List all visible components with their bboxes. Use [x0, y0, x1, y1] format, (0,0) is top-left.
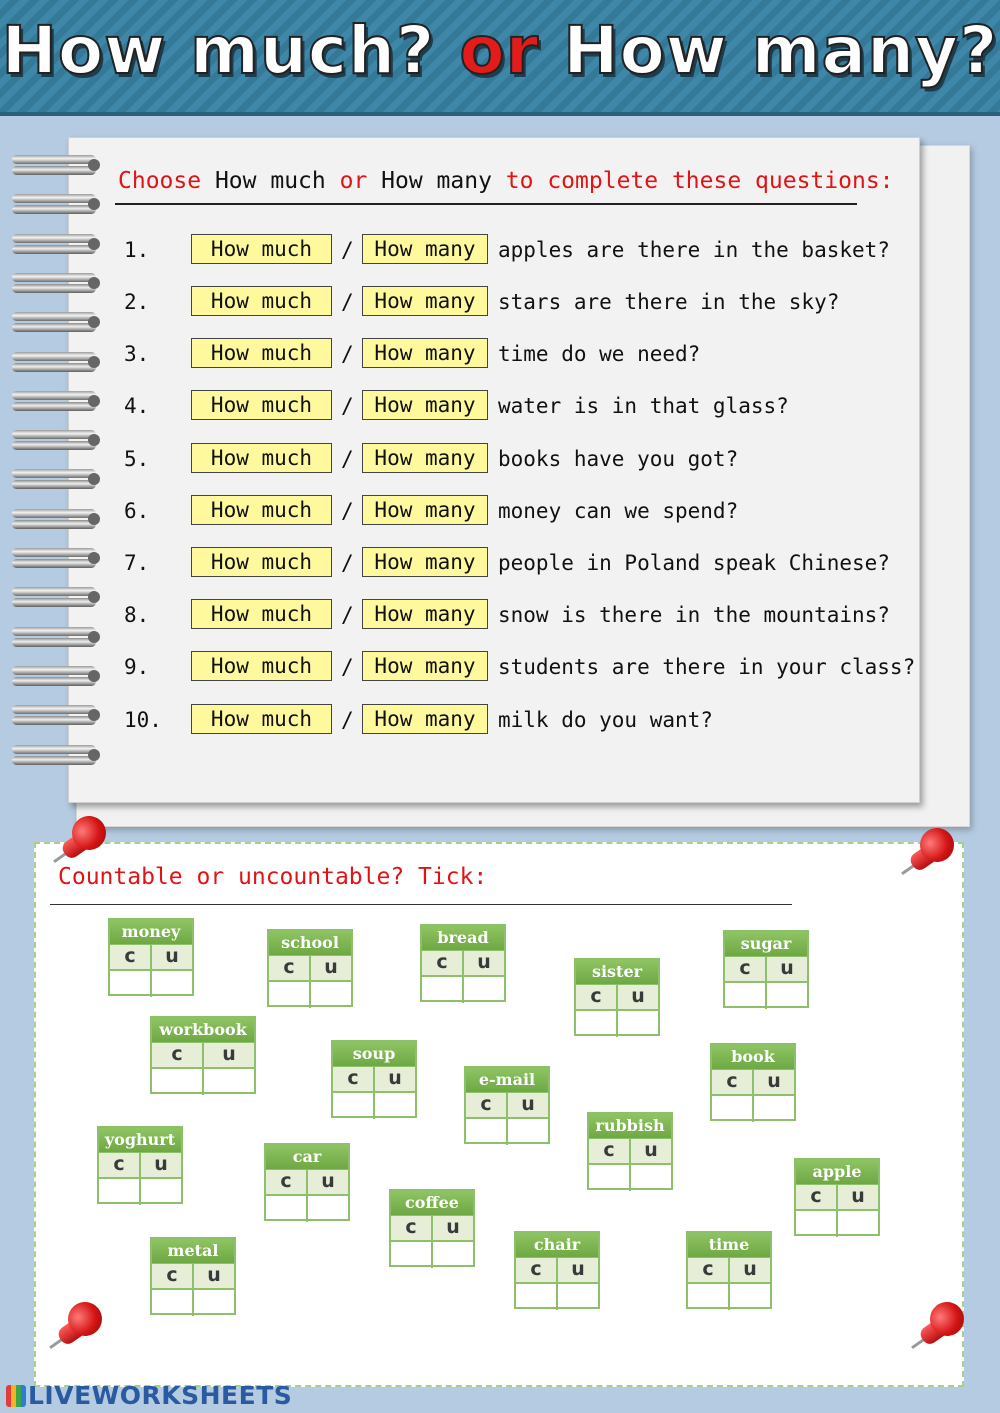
option-how-much-button[interactable]: How much	[191, 443, 332, 473]
uncountable-label: u	[477, 951, 491, 973]
spiral-ring	[10, 469, 100, 489]
question-number: 8.	[124, 603, 150, 627]
word-label: money	[110, 920, 192, 944]
instruction-how-many: How many	[381, 168, 492, 194]
question-text: apples are there in the basket?	[498, 238, 890, 262]
uncountable-tick-cell[interactable]	[767, 983, 807, 1009]
countable-label: c	[516, 1258, 558, 1282]
word-label: e-mail	[466, 1068, 548, 1092]
option-how-much-button[interactable]: How much	[191, 495, 332, 525]
countable-tick-cell[interactable]	[516, 1284, 558, 1310]
instruction-how-much: How much	[214, 168, 326, 194]
uncountable-label: u	[222, 1043, 236, 1065]
option-how-much-button[interactable]: How much	[191, 704, 332, 734]
option-how-many-button[interactable]: How many	[362, 651, 488, 681]
countable-tick-cell[interactable]	[266, 1196, 308, 1222]
spiral-ring	[10, 587, 100, 607]
countable-label: c	[796, 1185, 838, 1209]
word-box	[686, 1231, 772, 1309]
page-title	[0, 12, 1000, 89]
uncountable-label: u	[571, 1258, 585, 1280]
uncountable-tick-cell[interactable]	[730, 1284, 770, 1310]
countable-label: c	[99, 1153, 141, 1177]
uncountable-label: u	[324, 956, 338, 978]
countable-label: c	[152, 1043, 204, 1067]
countable-label: c	[110, 945, 152, 969]
option-separator: /	[341, 342, 354, 366]
exercise2-divider	[50, 904, 792, 905]
countable-label: c	[391, 1216, 433, 1240]
option-how-much-button[interactable]: How much	[191, 651, 332, 681]
question-number: 10.	[124, 708, 162, 732]
countable-tick-cell[interactable]	[152, 1069, 204, 1095]
uncountable-label: u	[743, 1258, 757, 1280]
countable-tick-cell[interactable]	[391, 1242, 433, 1268]
spiral-ring	[10, 273, 100, 293]
title-or: or	[459, 12, 540, 89]
uncountable-label: u	[207, 1264, 221, 1286]
countable-label: c	[712, 1070, 754, 1094]
countable-tick-cell[interactable]	[110, 971, 152, 997]
option-separator: /	[341, 290, 354, 314]
uncountable-label: u	[154, 1153, 168, 1175]
word-label: yoghurt	[99, 1128, 181, 1152]
countable-tick-cell[interactable]	[796, 1211, 838, 1237]
question-number: 4.	[124, 394, 150, 418]
question-row	[124, 338, 884, 370]
question-number: 3.	[124, 342, 150, 366]
exercise1-instruction	[118, 168, 894, 194]
countable-tick-cell[interactable]	[576, 1011, 618, 1037]
countable-tick-cell[interactable]	[152, 1290, 194, 1316]
word-label: chair	[516, 1233, 598, 1257]
question-text: stars are there in the sky?	[498, 290, 840, 314]
uncountable-label: u	[521, 1093, 535, 1115]
question-row	[124, 390, 884, 422]
word-box	[264, 1143, 350, 1221]
liveworksheets-logo	[6, 1381, 292, 1409]
question-text: people in Poland speak Chinese?	[498, 551, 890, 575]
countable-label: c	[266, 1170, 308, 1194]
question-number: 2.	[124, 290, 150, 314]
word-box	[514, 1231, 600, 1309]
word-box	[389, 1189, 475, 1267]
uncountable-tick-cell[interactable]	[618, 1011, 658, 1037]
spiral-ring	[10, 430, 100, 450]
word-label: sister	[576, 960, 658, 984]
countable-label: c	[269, 956, 311, 980]
option-how-many-button[interactable]: How many	[362, 390, 488, 420]
word-box	[464, 1066, 550, 1144]
word-label: bread	[422, 926, 504, 950]
pushpin-icon	[912, 1300, 982, 1370]
countable-tick-cell[interactable]	[688, 1284, 730, 1310]
question-text: money can we spend?	[498, 499, 739, 523]
option-how-much-button[interactable]: How much	[191, 390, 332, 420]
countable-label: c	[576, 985, 618, 1009]
countable-label: c	[466, 1093, 508, 1117]
uncountable-tick-cell[interactable]	[754, 1096, 794, 1122]
question-text: water is in that glass?	[498, 394, 789, 418]
question-row	[124, 547, 890, 579]
option-how-many-button[interactable]: How many	[362, 495, 488, 525]
word-label: soup	[333, 1042, 415, 1066]
uncountable-tick-cell[interactable]	[311, 982, 351, 1008]
word-box	[794, 1158, 880, 1236]
uncountable-tick-cell[interactable]	[433, 1242, 473, 1268]
countable-tick-cell[interactable]	[99, 1179, 141, 1205]
uncountable-tick-cell[interactable]	[631, 1165, 671, 1191]
word-label: workbook	[152, 1018, 254, 1042]
uncountable-tick-cell[interactable]	[204, 1069, 254, 1095]
option-how-many-button[interactable]: How many	[362, 704, 488, 734]
question-number: 1.	[124, 238, 150, 262]
question-row	[124, 495, 884, 527]
uncountable-tick-cell[interactable]	[152, 971, 192, 997]
question-row	[124, 704, 884, 736]
word-box	[97, 1126, 183, 1204]
option-separator: /	[341, 447, 354, 471]
question-text: books have you got?	[498, 447, 739, 471]
question-row	[124, 651, 916, 683]
word-box	[267, 929, 353, 1007]
question-text: time do we need?	[498, 342, 701, 366]
option-how-many-button[interactable]: How many	[362, 234, 488, 264]
spiral-ring	[10, 666, 100, 686]
option-separator: /	[341, 655, 354, 679]
uncountable-tick-cell[interactable]	[308, 1196, 348, 1222]
countable-tick-cell[interactable]	[725, 983, 767, 1009]
uncountable-tick-cell[interactable]	[838, 1211, 878, 1237]
countable-label: c	[152, 1264, 194, 1288]
uncountable-label: u	[165, 945, 179, 967]
countable-label: c	[688, 1258, 730, 1282]
word-box	[587, 1112, 673, 1190]
pushpin-icon	[902, 826, 972, 896]
uncountable-label: u	[631, 985, 645, 1007]
countable-tick-cell[interactable]	[466, 1119, 508, 1145]
option-how-many-button[interactable]: How many	[362, 338, 488, 368]
uncountable-tick-cell[interactable]	[141, 1179, 181, 1205]
exercise2-title: Countable or uncountable? Tick:	[58, 864, 488, 890]
spiral-ring	[10, 155, 100, 175]
spiral-ring	[10, 391, 100, 411]
word-label: car	[266, 1145, 348, 1169]
question-number: 7.	[124, 551, 150, 575]
instruction-rest: to complete these questions:	[505, 168, 894, 194]
question-text: milk do you want?	[498, 708, 713, 732]
word-box	[150, 1237, 236, 1315]
uncountable-label: u	[767, 1070, 781, 1092]
countable-tick-cell[interactable]	[269, 982, 311, 1008]
spiral-ring	[10, 705, 100, 725]
word-box	[420, 924, 506, 1002]
option-how-many-button[interactable]: How many	[362, 599, 488, 629]
countable-tick-cell[interactable]	[422, 977, 464, 1003]
option-how-much-button[interactable]: How much	[191, 547, 332, 577]
option-how-much-button[interactable]: How much	[191, 234, 332, 264]
option-how-much-button[interactable]: How much	[191, 286, 332, 316]
uncountable-tick-cell[interactable]	[508, 1119, 548, 1145]
instruction-or: or	[339, 168, 368, 194]
countable-tick-cell[interactable]	[589, 1165, 631, 1191]
question-number: 9.	[124, 655, 150, 679]
uncountable-tick-cell[interactable]	[558, 1284, 598, 1310]
spiral-ring	[10, 627, 100, 647]
option-separator: /	[341, 238, 354, 262]
uncountable-label: u	[644, 1139, 658, 1161]
question-number: 5.	[124, 447, 150, 471]
option-how-many-button[interactable]: How many	[362, 286, 488, 316]
uncountable-tick-cell[interactable]	[464, 977, 504, 1003]
option-separator: /	[341, 708, 354, 732]
word-box	[150, 1016, 256, 1094]
question-text: snow is there in the mountains?	[498, 603, 890, 627]
word-label: apple	[796, 1160, 878, 1184]
countable-label: c	[333, 1067, 375, 1091]
question-row	[124, 599, 890, 631]
spiral-ring	[10, 548, 100, 568]
option-separator: /	[341, 551, 354, 575]
spiral-ring	[10, 312, 100, 332]
word-label: book	[712, 1045, 794, 1069]
uncountable-label: u	[780, 957, 794, 979]
word-box	[331, 1040, 417, 1118]
word-label: sugar	[725, 932, 807, 956]
title-how-much: How much?	[1, 12, 436, 89]
uncountable-label: u	[321, 1170, 335, 1192]
countable-tick-cell[interactable]	[712, 1096, 754, 1122]
uncountable-tick-cell[interactable]	[194, 1290, 234, 1316]
question-number: 6.	[124, 499, 150, 523]
uncountable-label: u	[388, 1067, 402, 1089]
spiral-ring	[10, 745, 100, 765]
option-how-many-button[interactable]: How many	[362, 443, 488, 473]
countable-label: c	[725, 957, 767, 981]
option-how-much-button[interactable]: How much	[191, 338, 332, 368]
word-label: time	[688, 1233, 770, 1257]
word-box	[108, 918, 194, 996]
spiral-ring	[10, 234, 100, 254]
spiral-binding	[10, 155, 102, 775]
pushpin-icon	[50, 1300, 120, 1370]
question-row	[124, 286, 884, 318]
countable-label: c	[589, 1139, 631, 1163]
option-how-much-button[interactable]: How much	[191, 599, 332, 629]
countable-label: c	[422, 951, 464, 975]
question-text: students are there in your class?	[498, 655, 916, 679]
question-row	[124, 443, 884, 475]
word-label: coffee	[391, 1191, 473, 1215]
brand-name: LIVEWORKSHEETS	[28, 1381, 293, 1410]
option-separator: /	[341, 499, 354, 523]
uncountable-label: u	[446, 1216, 460, 1238]
question-row	[124, 234, 890, 266]
word-label: metal	[152, 1239, 234, 1263]
word-box	[723, 930, 809, 1008]
instruction-choose: Choose	[118, 168, 202, 194]
title-banner	[0, 0, 1000, 116]
uncountable-tick-cell[interactable]	[375, 1093, 415, 1119]
countable-tick-cell[interactable]	[333, 1093, 375, 1119]
spiral-ring	[10, 352, 100, 372]
word-label: school	[269, 931, 351, 955]
title-how-many: How many?	[563, 12, 999, 89]
spiral-ring	[10, 509, 100, 529]
word-label: rubbish	[589, 1114, 671, 1138]
spiral-ring	[10, 194, 100, 214]
option-how-many-button[interactable]: How many	[362, 547, 488, 577]
instruction-divider	[115, 203, 857, 205]
word-box	[574, 958, 660, 1036]
pushpin-icon	[54, 814, 124, 884]
liveworksheets-mark-icon	[6, 1385, 26, 1407]
option-separator: /	[341, 603, 354, 627]
uncountable-label: u	[851, 1185, 865, 1207]
word-box	[710, 1043, 796, 1121]
option-separator: /	[341, 394, 354, 418]
